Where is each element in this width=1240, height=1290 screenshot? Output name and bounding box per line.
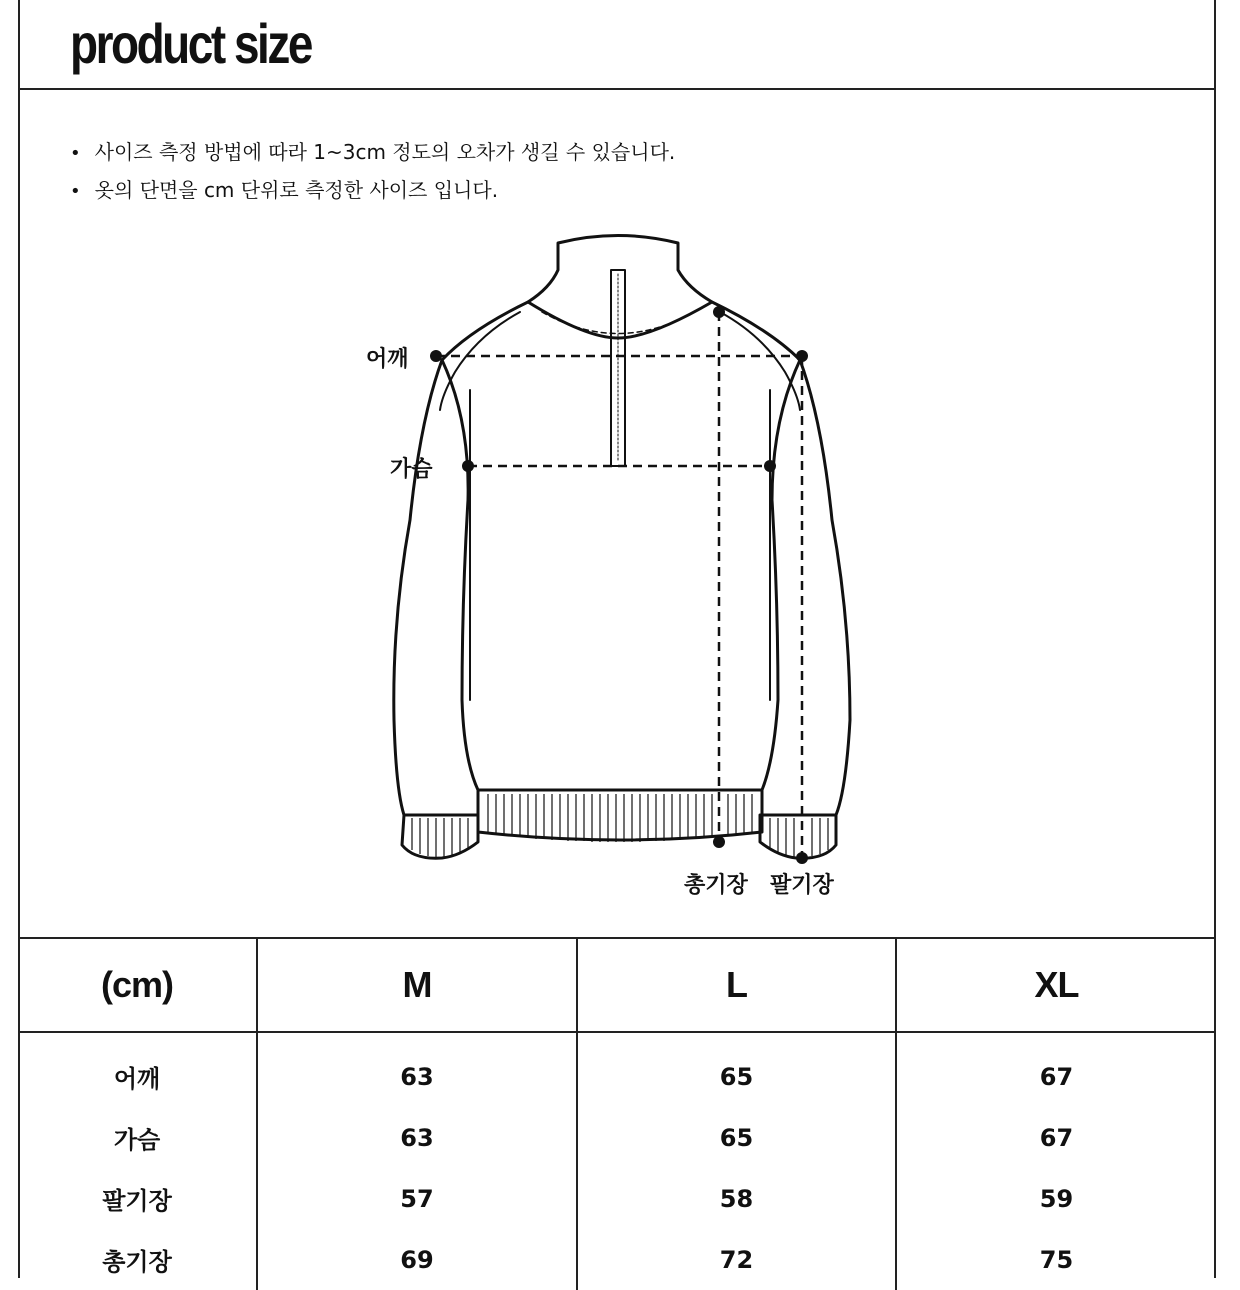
page-title: product size	[70, 12, 311, 75]
cell-value: 69	[257, 1229, 577, 1290]
row-label: 가슴	[18, 1107, 257, 1168]
chest-label: 가슴	[390, 457, 433, 482]
size-notes	[70, 134, 675, 210]
note-item: • 사이즈 측정 방법에 따라 1~3cm 정도의 오차가 생길 수 있습니다.	[70, 134, 675, 172]
size-header-l: L	[577, 939, 896, 1032]
row-label: 어깨	[18, 1032, 257, 1107]
table-row	[18, 1107, 1216, 1168]
unit-header: (cm)	[18, 939, 257, 1032]
size-header-row	[18, 939, 1216, 1032]
table-row	[18, 1032, 1216, 1107]
cell-value: 63	[257, 1032, 577, 1107]
cell-value: 75	[1039, 1245, 1074, 1274]
total-length-label: 총기장	[684, 873, 748, 898]
row-label: 팔기장	[18, 1168, 257, 1229]
cell-value: 63	[257, 1107, 577, 1168]
cell-value: 57	[257, 1168, 577, 1229]
note-item: • 옷의 단면을 cm 단위로 측정한 사이즈 입니다.	[70, 172, 675, 210]
shoulder-label: 어깨	[366, 347, 409, 372]
cell-value: 65	[577, 1107, 896, 1168]
size-header-m: M	[257, 939, 577, 1032]
size-table	[18, 939, 1216, 1290]
cell-value: 67	[1039, 1123, 1074, 1152]
table-row	[18, 1229, 1216, 1290]
table-row	[18, 1168, 1216, 1229]
cell-value: 72	[577, 1229, 896, 1290]
size-header-xl: XL	[896, 939, 1216, 1032]
cell-value: 67	[1039, 1062, 1074, 1091]
title-divider	[18, 88, 1216, 90]
row-label: 총기장	[18, 1229, 257, 1290]
sleeve-length-label: 팔기장	[770, 873, 834, 898]
cell-value: 59	[1039, 1184, 1074, 1213]
cell-value: 65	[577, 1032, 896, 1107]
cell-value: 58	[577, 1168, 896, 1229]
